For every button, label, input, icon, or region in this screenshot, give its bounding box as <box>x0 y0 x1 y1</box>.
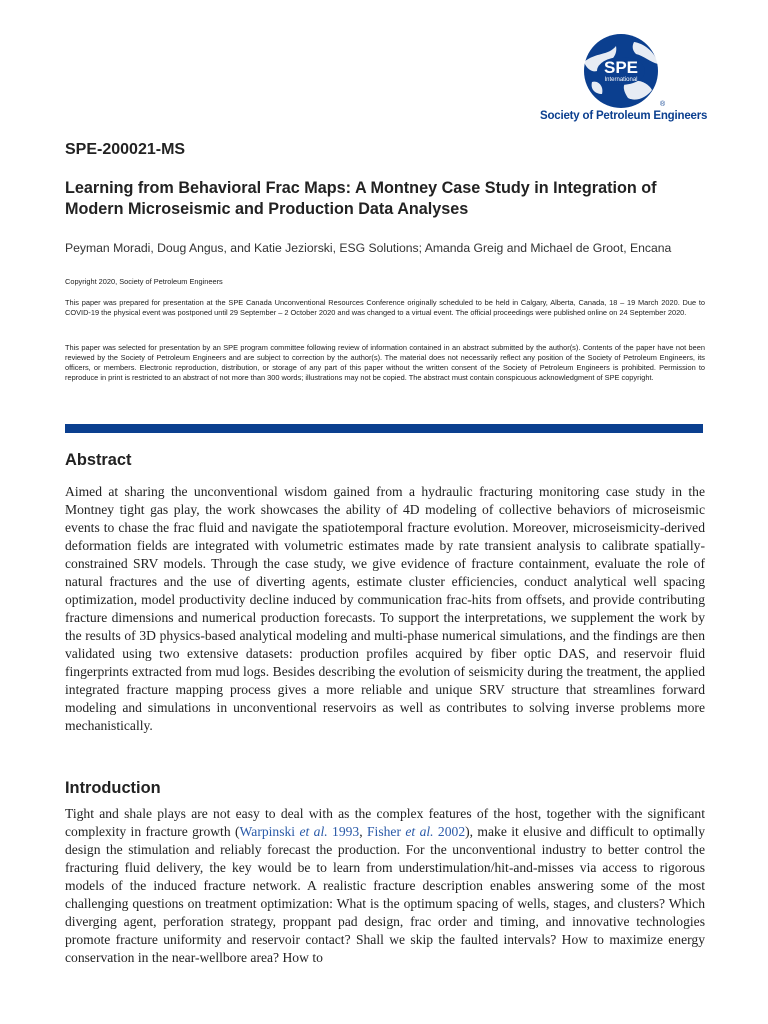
abstract-text: Aimed at sharing the unconventional wisdom gained from a hydraulic fracturing monitoring case study in the Montney tight gas play, the work showcases the ability of 4D modeling of collective behaviors of microseismic events to chase the frac fluid and navigate the spatiotemporal fracture evolution. Moreover, microseismicity-derived deformation fields are integrated with volumetric estimates made by rate transient analysis to calibrate spatially-constrained SRV models. Through the case study, we give evidence of fracture containment, evaluate the role of natural fractures and the use of diverting agents, estimate cluster efficiencies, conduct analytical well spacing optimization, model productivity decline induced by communication frac-hits from offsets, and provide contributing fracture dimensions and numerical production forecasts. To support the interpretations, we supplement the work by the results of 3D physics-based analytical modeling and multi-phase numerical simulations, and the findings are then validated using two extensive datasets: production profiles acquired by fiber optic DAS, and reservoir fluid fingerprints extracted from mud logs. Besides describing the evolution of seismicity during the treatment, the applied integrated fracture mapping process gives a more reliable and unique SRV structure that streamlines forward modeling and simulations in unconventional reservoirs as well as contributes to solving inverse problems more mechanistically. <box>65 484 705 733</box>
introduction-heading: Introduction <box>65 779 161 797</box>
intro-text-rest: ), make it elusive and difficult to optimally design the stimulation and reliably forecast the production. For the unconventional industry to better control the fracturing fluid delivery, the key would be to learn from understimulation/hit-and-misses via access to rigorous models of the induced fracture network. A realistic fracture description enables answering some of the most challenging questions on treatment optimization: What is the optimum spacing of wells, stages, and clusters? Which diverging agent, perforation strategy, proppant pad design, frac order and timing, and innovative technologies promote fracture uniformity and reservoir contact? Shall we skip the faulted intervals? How to maximize energy conservation in the near-wellbore area? How to <box>65 824 706 965</box>
introduction-text: Tight and shale plays are not easy to deal with as the complex features of the host, together with the significant complexity in fracture growth (Warpinski et al. 1993, Fisher et al. 2002), make it elusive and difficult to optimally design the stimulation and reliably forecast the production. For the unconventional industry to better control the fracturing fluid delivery, the key would be to learn from understimulation/hit-and-misses via access to rigorous models of the induced fracture network. A realistic fracture description enables answering some of the most challenging questions on treatment optimization: What is the optimum spacing of wells, stages, and clusters? Which diverging agent, perforation strategy, proppant pad design, frac order and timing, and innovative technologies promote fracture uniformity and reservoir contact? Shall we skip the faulted intervals? How to maximize energy conservation in the near-wellbore area? How to <box>65 806 706 965</box>
intro-text-start: Tight and shale plays are not easy to deal with as the complex features of the host, together with the significant complexity in fracture growth ( <box>65 806 705 839</box>
authors: Peyman Moradi, Doug Angus, and Katie Jeziorski, ESG Solutions; Amanda Greig and Michael de Groot, Encana <box>65 241 672 255</box>
logo-globe-text: SPE <box>603 58 639 77</box>
org-name: Society of Petroleum Engineers <box>540 110 708 122</box>
abstract-heading: Abstract <box>65 451 132 469</box>
copyright-notice: Copyright 2020, Society of Petroleum Engineers <box>65 277 223 286</box>
selection-note: This paper was selected for presentation by an SPE program committee following review of information contained in an abstract submitted by the author(s). Contents of the paper have not been reviewed by the Society of Petroleum Engineers and are subject to correction by the author(s). The material does not necessarily reflect any position of the Society of Petroleum Engineers, its officers, or members. Electronic reproduction, distribution, or storage of any part of this paper without the written consent of the Society of Petroleum Engineers is prohibited. Permission to reproduce in print is restricted to an abstract of not more than 300 words; illustrations may not be copied. The abstract must contain conspicuous acknowledgment of SPE copyright. <box>65 343 705 382</box>
reference-link-fisher[interactable]: Fisher et al. 2002 <box>367 824 466 839</box>
paper-title: Learning from Behavioral Frac Maps: A Montney Case Study in Integration of Modern Microseismic and Production Data Analyses <box>65 179 657 218</box>
registered-mark: ® <box>660 101 666 108</box>
section-divider <box>65 424 703 433</box>
preparation-note: This paper was prepared for presentation at the SPE Canada Unconventional Resources Conference originally scheduled to be held in Calgary, Alberta, Canada, 18 – 19 March 2020. Due to COVID-19 the physical event was postponed until 29 September – 2 October 2020 and was changed to a virtual event. The official proceedings were published online on 24 September 2020. <box>65 298 705 317</box>
reference-link-warpinski[interactable]: Warpinski et al. 1993 <box>239 824 360 839</box>
logo-globe-subtext: International <box>604 77 638 83</box>
globe-icon <box>556 32 686 110</box>
spe-logo <box>540 32 708 124</box>
paper-id: SPE-200021-MS <box>65 141 186 158</box>
